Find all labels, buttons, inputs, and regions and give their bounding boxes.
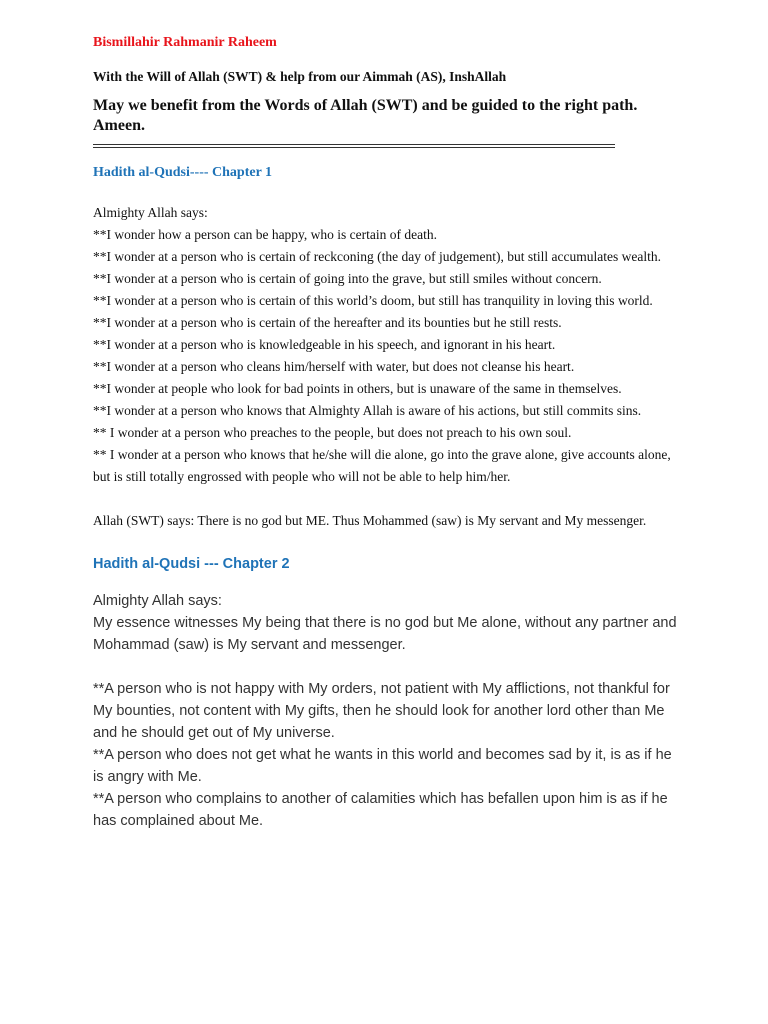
chapter-1-line: ** I wonder at a person who preaches to the people, but does not preach to his own soul. xyxy=(93,425,572,440)
paragraph-gap xyxy=(93,656,683,678)
double-rule-divider xyxy=(93,144,615,148)
chapter-2-intro: Almighty Allah says: xyxy=(93,593,222,609)
chapter-1-line: **I wonder at a person who is certain of the hereafter and its bounties but he still rests. xyxy=(93,315,562,330)
benefit-line: May we benefit from the Words of Allah (SWT) and be guided to the right path. Ameen. xyxy=(93,97,638,134)
bismillah-heading: Bismillahir Rahmanir Raheem xyxy=(93,35,277,50)
chapter-1-line: **I wonder at a person who cleans him/herself with water, but does not cleanse his heart. xyxy=(93,359,575,374)
chapter-1-line: **I wonder at people who look for bad points in others, but is unaware of the same in themselves. xyxy=(93,381,622,396)
chapter-2-line: **A person who is not happy with My orders, not patient with My afflictions, not thankful for My bounties, not content with My gifts, then he should look for another lord other than Me and he should get out of My universe. xyxy=(93,681,670,741)
chapter-1-line: **I wonder at a person who is certain of going into the grave, but still smiles without concern. xyxy=(93,271,602,286)
chapter-2-body xyxy=(93,590,683,832)
chapter-1-line: **I wonder at a person who is certain of reckconing (the day of judgement), but still accumulates wealth. xyxy=(93,249,661,264)
chapter-1-line: **I wonder at a person who is knowledgeable in his speech, and ignorant in his heart. xyxy=(93,337,556,352)
chapter-1-title: Hadith al-Qudsi---- Chapter 1 xyxy=(93,165,273,180)
chapter-2-line: **A person who does not get what he wants in this world and becomes sad by it, is as if he is angry with Me. xyxy=(93,747,672,785)
paragraph-gap xyxy=(93,488,678,510)
chapter-1-line: ** I wonder at a person who knows that he/she will die alone, go into the grave alone, give accounts alone, but is still totally engrossed with people who will not be able to help him/her. xyxy=(93,447,671,484)
chapter-2-line: **A person who complains to another of calamities which has befallen upon him is as if he has complained about Me. xyxy=(93,791,668,829)
chapter-2-essence: My essence witnesses My being that there is no god but Me alone, without any partner and Mohammad (saw) is My servant and messenger. xyxy=(93,615,677,653)
will-line: With the Will of Allah (SWT) & help from our Aimmah (AS), InshAllah xyxy=(93,69,507,84)
chapter-1-body xyxy=(93,202,678,532)
chapter-2-title: Hadith al-Qudsi --- Chapter 2 xyxy=(93,556,290,572)
chapter-1-intro: Almighty Allah says: xyxy=(93,205,208,220)
chapter-1-line: **I wonder how a person can be happy, who is certain of death. xyxy=(93,227,438,242)
chapter-1-line: **I wonder at a person who knows that Almighty Allah is aware of his actions, but still commits sins. xyxy=(93,403,642,418)
chapter-1-line: **I wonder at a person who is certain of this world’s doom, but still has tranquility in loving this world. xyxy=(93,293,653,308)
chapter-1-closing: Allah (SWT) says: There is no god but ME. Thus Mohammed (saw) is My servant and My messenger. xyxy=(93,513,647,528)
